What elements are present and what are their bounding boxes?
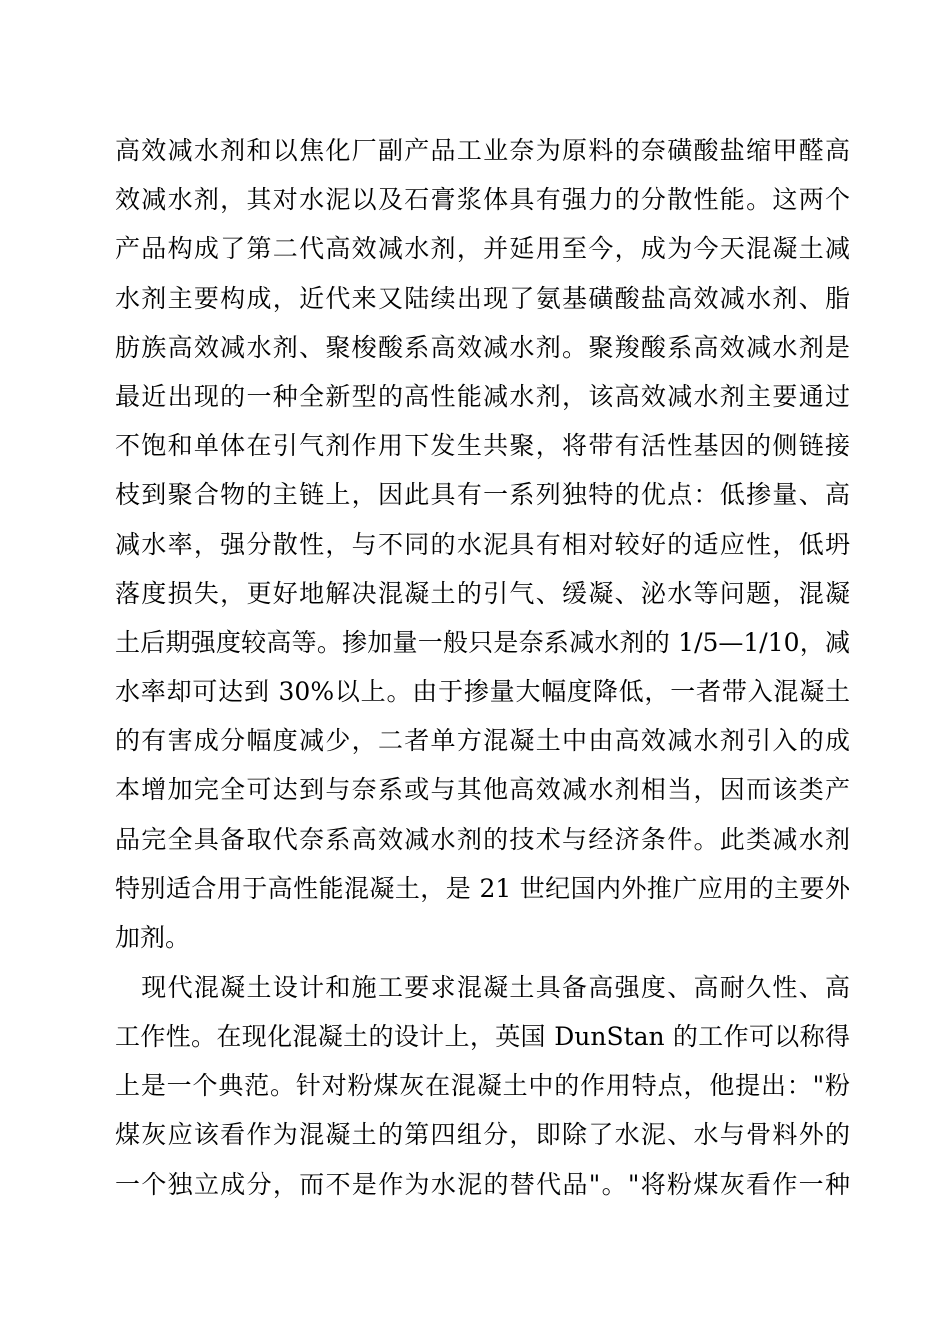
text-line: 一个独立成分，而不是作为水泥的替代品"。"将粉煤灰看作一种 bbox=[115, 1169, 850, 1199]
text-line: 特别适合用于高性能混凝土，是 21 世纪国内外推广应用的主要外 bbox=[115, 873, 850, 903]
paragraph-1 bbox=[115, 126, 850, 962]
text-line: 效减水剂，其对水泥以及石膏浆体具有强力的分散性能。这两个 bbox=[115, 185, 850, 215]
text-line: 肪族高效减水剂、聚梭酸系高效减水剂。聚羧酸系高效减水剂是 bbox=[115, 332, 850, 362]
text-line: 现代混凝土设计和施工要求混凝土具备高强度、高耐久性、高 bbox=[115, 972, 850, 1002]
text-line: 水率却可达到 30%以上。由于掺量大幅度降低，一者带入混凝土 bbox=[115, 677, 850, 707]
text-line: 减水率，强分散性，与不同的水泥具有相对较好的适应性，低坍 bbox=[115, 529, 850, 559]
text-line: 上是一个典范。针对粉煤灰在混凝土中的作用特点，他提出："粉 bbox=[115, 1071, 850, 1101]
text-line: 加剂。 bbox=[115, 923, 191, 952]
text-line: 枝到聚合物的主链上，因此具有一系列独特的优点：低掺量、高 bbox=[115, 480, 850, 510]
text-line: 工作性。在现化混凝土的设计上，英国 DunStan 的工作可以称得 bbox=[115, 1021, 850, 1051]
text-line: 最近出现的一种全新型的高性能减水剂，该高效减水剂主要通过 bbox=[115, 381, 850, 411]
text-line: 水剂主要构成，近代来又陆续出现了氨基磺酸盐高效减水剂、脂 bbox=[115, 283, 850, 313]
text-line: 品完全具备取代奈系高效减水剂的技术与经济条件。此类减水剂 bbox=[115, 824, 850, 854]
paragraph-2 bbox=[115, 963, 850, 1209]
text-line: 落度损失，更好地解决混凝土的引气、缓凝、泌水等问题，混凝 bbox=[115, 578, 850, 608]
text-line: 土后期强度较高等。掺加量一般只是奈系减水剂的 1/5—1/10，减 bbox=[115, 627, 850, 657]
text-line: 产品构成了第二代高效减水剂，并延用至今，成为今天混凝土减 bbox=[115, 234, 850, 264]
body-text bbox=[115, 126, 850, 1209]
text-line: 的有害成分幅度减少，二者单方混凝土中由高效减水剂引入的成 bbox=[115, 726, 850, 756]
text-line: 高效减水剂和以焦化厂副产品工业奈为原料的奈磺酸盐缩甲醛高 bbox=[115, 136, 850, 165]
text-line: 不饱和单体在引气剂作用下发生共聚，将带有活性基因的侧链接 bbox=[115, 431, 850, 461]
text-line: 本增加完全可达到与奈系或与其他高效减水剂相当，因而该类产 bbox=[115, 775, 850, 805]
text-line: 煤灰应该看作为混凝土的第四组分，即除了水泥、水与骨料外的 bbox=[115, 1120, 850, 1150]
